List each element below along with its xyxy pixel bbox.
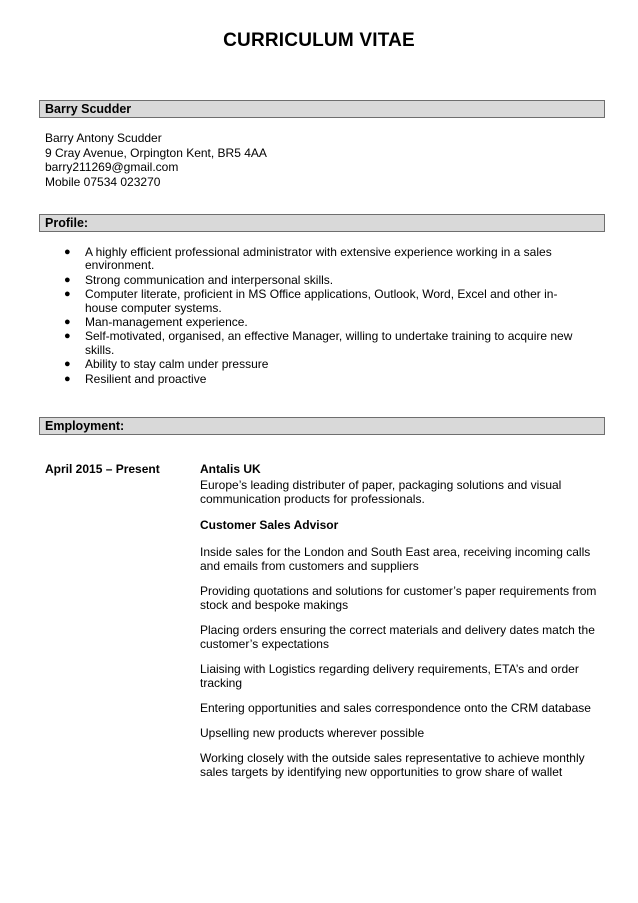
duty-item: Providing quotations and solutions for customer’s paper requirements from stock and bespoke makings [200, 584, 597, 612]
list-item: ● Strong communication and interpersonal skills. [64, 272, 334, 287]
duty-item: Liaising with Logistics regarding delivery requirements, ETA’s and order tracking [200, 662, 579, 690]
profile-list [60, 246, 580, 387]
bullet-icon: ● [64, 358, 71, 371]
bullet-icon: ● [64, 372, 71, 385]
company-description: Europe’s leading distributer of paper, packaging solutions and visual communication products for professionals. [200, 478, 562, 506]
bullet-icon: ● [64, 316, 71, 329]
list-item: ● A highly efficient professional administrator with extensive experience working in a sales environment. [64, 245, 552, 273]
duty-item: Upselling new products wherever possible [200, 726, 425, 740]
list-item: ● Computer literate, proficient in MS Office applications, Outlook, Word, Excel and other in-house computer systems. [64, 287, 558, 315]
duty-item: Working closely with the outside sales representative to achieve monthly sales targets by identifying new opportunities to grow share of wallet [200, 751, 585, 779]
bullet-icon: ● [64, 273, 71, 286]
bullet-icon: ● [64, 288, 71, 301]
list-item: ● Man-management experience. [64, 315, 248, 330]
mobile: Mobile 07534 023270 [45, 174, 161, 189]
email: barry211269@gmail.com [45, 160, 179, 174]
address: 9 Cray Avenue, Orpington Kent, BR5 4AA [45, 145, 267, 160]
bullet-icon: ● [64, 330, 71, 343]
list-item: ● Resilient and proactive [64, 371, 207, 386]
job-details [200, 462, 600, 790]
duty-item: Inside sales for the London and South East area, receiving incoming calls and emails from customers and suppliers [200, 545, 591, 573]
section-heading-profile: Profile: [39, 214, 605, 232]
list-item: ● Ability to stay calm under pressure [64, 357, 269, 372]
document-title: CURRICULUM VITAE [223, 30, 415, 51]
section-heading-name: Barry Scudder [39, 100, 605, 118]
full-name: Barry Antony Scudder [45, 131, 162, 145]
section-heading-employment: Employment: [39, 417, 605, 435]
bullet-icon: ● [64, 246, 71, 258]
duty-item: Entering opportunities and sales correspondence onto the CRM database [200, 701, 591, 715]
duty-item: Placing orders ensuring the correct materials and delivery dates match the customer’s expectations [200, 623, 595, 651]
duties-list [200, 545, 600, 779]
job-dates: April 2015 – Present [45, 462, 160, 476]
contact-block [45, 131, 267, 189]
list-item: ● Self-motivated, organised, an effective Manager, willing to undertake training to acquire new skills. [64, 329, 573, 357]
job-role: Customer Sales Advisor [200, 518, 339, 532]
company-name: Antalis UK [200, 462, 261, 476]
